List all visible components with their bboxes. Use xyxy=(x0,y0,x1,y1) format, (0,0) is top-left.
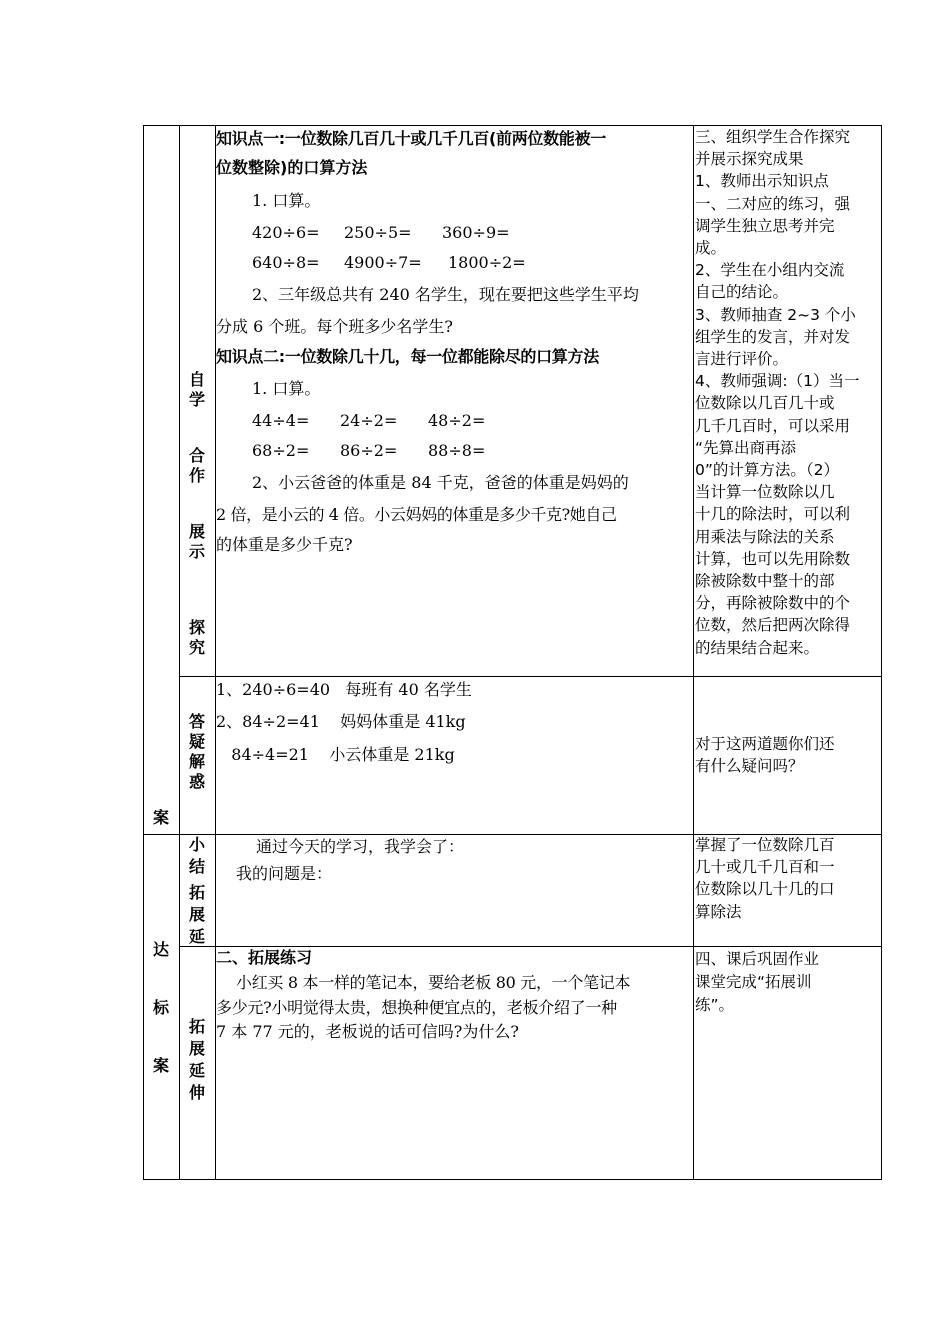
outer-label-bottom: 达 标 案 xyxy=(152,940,169,1075)
answer-line-1: 1、240÷6=40 每班有 40 名学生 xyxy=(216,680,472,699)
section-qa-teacher-notes xyxy=(695,733,881,777)
teacher-note-line: 计算，也可以先用除数 xyxy=(695,549,851,568)
teacher-note-line: 分，再除被除数中的个 xyxy=(695,594,851,613)
section-summary-content xyxy=(216,834,692,888)
teacher-note-line: 位数除以几十几的口 xyxy=(695,880,835,899)
teacher-note-line: 三、组织学生合作探究 xyxy=(695,128,851,146)
table-divider-3 xyxy=(693,125,694,1180)
section-label-self-study: 自 学 合 作 展 示 探 究 xyxy=(188,370,205,657)
kp2-calc-row-1: 44÷4= 24÷2= 48÷2= xyxy=(252,411,486,430)
teacher-note-line: 1、教师出示知识点 xyxy=(695,172,829,191)
teacher-note-line: 3、教师抽查 2~3 个小 xyxy=(695,305,856,324)
section-label-extension: 拓 展 延 伸 xyxy=(188,1017,205,1102)
extension-title: 二、拓展练习 xyxy=(216,948,313,967)
teacher-note-line: 除被除数中整十的部 xyxy=(695,572,835,591)
section-label-summary: 小 结 拓 展 延 xyxy=(188,835,205,946)
kp2-question-2-line1: 2、小云爸爸的体重是 84 千克，爸爸的体重是妈妈的 xyxy=(252,473,629,492)
table-border-bottom xyxy=(143,1179,882,1180)
kp1-question-2-line1: 2、三年级总共有 240 名学生，现在要把这些学生平均 xyxy=(252,285,639,304)
section-extension-content xyxy=(216,946,692,1044)
summary-learned: 通过今天的学习，我学会了： xyxy=(256,837,465,856)
extension-problem-line-1: 小红买 8 本一样的笔记本，要给老板 80 元，一个笔记本 xyxy=(236,973,631,992)
answer-line-2: 2、84÷2=41 妈妈体重是 41kg xyxy=(216,712,466,731)
kp2-title: 知识点二:一位数除几十几，每一位都能除尽的口算方法 xyxy=(216,347,599,366)
kp2-calc-row-2: 68÷2= 86÷2= 88÷8= xyxy=(252,441,486,460)
teacher-note-line: 算除法 xyxy=(695,902,742,921)
teacher-note-line: 当计算一位数除以几 xyxy=(695,483,835,502)
teacher-note-line: 一、二对应的练习，强 xyxy=(695,194,851,213)
kp2-question-1: 1. 口算。 xyxy=(252,379,321,398)
teacher-note-line: 练”。 xyxy=(695,996,735,1014)
answer-line-3: 84÷4=21 小云体重是 21kg xyxy=(216,745,455,764)
teacher-note-line: 的结果结合起来。 xyxy=(695,638,820,657)
kp1-calc-row-1: 420÷6= 250÷5= 360÷9= xyxy=(252,223,510,242)
kp1-question-1: 1. 口算。 xyxy=(252,191,321,210)
kp1-question-2-line2: 分成 6 个班。每个班多少名学生? xyxy=(216,317,453,336)
kp1-title-line2: 位数整除)的口算方法 xyxy=(216,158,368,177)
section-self-study-teacher-notes xyxy=(695,126,881,659)
teacher-note-line: 自己的结论。 xyxy=(695,283,789,302)
kp1-title-line1: 知识点一:一位数除几百几十或几千几百(前两位数能被一 xyxy=(216,129,606,148)
teacher-note-line: 几千几百时，可以采用 xyxy=(695,416,851,435)
teacher-note-line: 几十或几千几百和一 xyxy=(695,858,835,877)
kp1-calc-row-2: 640÷8= 4900÷7= 1800÷2= xyxy=(252,253,526,272)
teacher-note-line: 位数除以几百几十或 xyxy=(695,394,835,413)
table-border-right xyxy=(881,125,882,1180)
section-extension-teacher-notes xyxy=(695,948,881,1017)
teacher-note-line: 4、教师强调:（1）当一 xyxy=(695,372,860,391)
teacher-note-line: 并展示探究成果 xyxy=(695,150,804,169)
teacher-note-line: 十几的除法时，可以利 xyxy=(695,505,851,524)
outer-label-top: 案 xyxy=(152,808,169,827)
extension-problem-line-2: 多少元?小明觉得太贵，想换种便宜点的，老板介绍了一种 xyxy=(216,998,617,1017)
section-qa-content xyxy=(216,676,692,770)
teacher-note-line: 掌握了一位数除几百 xyxy=(695,836,835,854)
section-summary-teacher-notes xyxy=(695,834,881,923)
teacher-note-line: 成。 xyxy=(695,239,727,258)
teacher-note-line: 组学生的发言，并对发 xyxy=(695,327,851,346)
summary-question: 我的问题是： xyxy=(236,864,333,883)
teacher-note-line: “先算出商再添 xyxy=(695,438,797,457)
section-label-qa: 答 疑 解 惑 xyxy=(188,712,205,791)
teacher-note-line: 课堂完成“拓展训 xyxy=(695,973,812,991)
teacher-note-line: 用乘法与除法的关系 xyxy=(695,527,835,546)
teacher-note-line: 调学生独立思考并完 xyxy=(695,216,835,235)
teacher-note-line: 四、课后巩固作业 xyxy=(695,950,820,968)
teacher-note-line: 对于这两道题你们还 xyxy=(695,735,835,753)
teacher-note-line: 言进行评价。 xyxy=(695,350,789,369)
teacher-note-line: 2、学生在小组内交流 xyxy=(695,261,845,280)
teacher-note-line: 位数，然后把两次除得 xyxy=(695,616,851,635)
section-self-study-content xyxy=(216,126,692,560)
kp2-question-2-line3: 的体重是多少千克? xyxy=(216,535,353,554)
kp2-question-2-line2: 2 倍，是小云的 4 倍。小云妈妈的体重是多少千克?她自己 xyxy=(216,505,617,524)
teacher-note-line: 有什么疑问吗？ xyxy=(695,757,804,776)
teacher-note-line: 0”的计算方法。（2） xyxy=(695,461,840,480)
extension-problem-line-3: 7 本 77 元的，老板说的话可信吗?为什么? xyxy=(216,1022,519,1041)
